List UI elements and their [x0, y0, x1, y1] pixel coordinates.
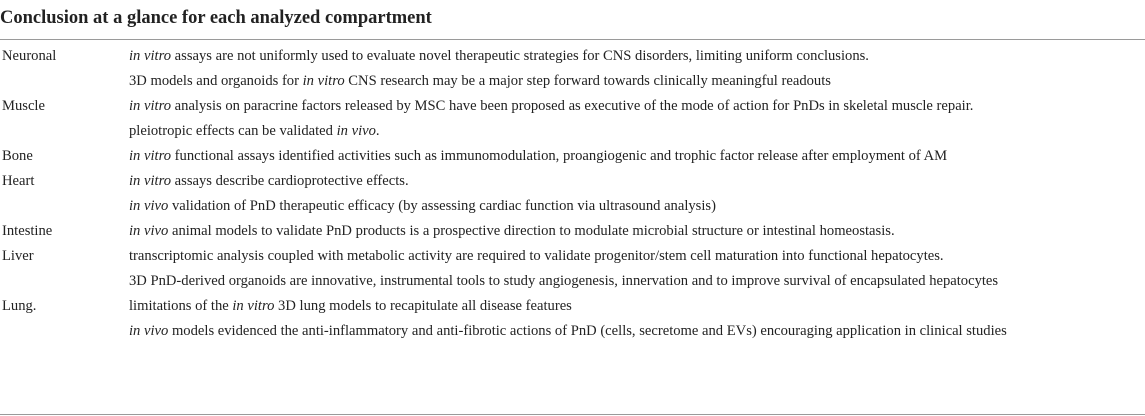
- conclusion-cell: [129, 269, 1007, 294]
- compartment-cell: Neuronal: [2, 48, 57, 64]
- italic-term: in vitro: [129, 98, 172, 114]
- conclusion-text: CNS research may be a major step forward towards clinically meaningful readouts: [344, 73, 831, 89]
- italic-term: in vitro: [129, 173, 172, 189]
- compartment-cell: [0, 319, 129, 344]
- conclusion-text: 3D models and organoids for: [129, 73, 303, 89]
- conclusion-cell: [129, 244, 1007, 269]
- table-row: [0, 44, 1007, 69]
- conclusion-text: functional assays identified activities such as immunomodulation, proangiogenic and trophic factor release after employment of AM: [171, 148, 948, 164]
- conclusion-text: pleiotropic effects can be validated: [129, 123, 337, 139]
- italic-term: in vivo: [129, 323, 169, 339]
- italic-term: in vivo: [129, 198, 169, 214]
- conclusion-text: animal models to validate PnD products is a prospective direction to modulate microbial structure or intestinal homeostasis.: [168, 223, 895, 239]
- table-row: [0, 219, 1007, 244]
- italic-term: in vivo: [336, 123, 376, 139]
- conclusion-text: 3D PnD-derived organoids are innovative, instrumental tools to study angiogenesis, innervation and to improve survival of encapsulated hepatocytes: [129, 273, 999, 289]
- compartment-cell: Muscle: [2, 98, 45, 114]
- table-row: [0, 294, 1007, 319]
- italic-term: in vitro: [129, 148, 172, 164]
- compartment-cell: Liver: [2, 248, 34, 264]
- table-row: [0, 69, 1007, 94]
- conclusion-cell: [129, 294, 1007, 319]
- compartment-cell: [0, 269, 129, 294]
- compartment-cell: [0, 194, 129, 219]
- table-row: [0, 194, 1007, 219]
- italic-term: in vivo: [129, 223, 169, 239]
- table-row: [0, 144, 1007, 169]
- compartment-cell: [0, 69, 129, 94]
- conclusion-text: .: [375, 123, 380, 139]
- conclusion-cell: [129, 44, 1007, 69]
- table-body: [0, 44, 1007, 344]
- conclusion-text: 3D lung models to recapitulate all disease features: [274, 298, 572, 314]
- conclusion-text: assays describe cardioprotective effects.: [171, 173, 409, 189]
- conclusion-text: validation of PnD therapeutic efficacy (by assessing cardiac function via ultrasound analysis): [168, 198, 716, 214]
- conclusion-cell: [129, 169, 1007, 194]
- table-row: [0, 269, 1007, 294]
- conclusion-cell: [129, 219, 1007, 244]
- table-row: [0, 94, 1007, 119]
- table-row: [0, 319, 1007, 344]
- bottom-rule: [0, 414, 1145, 415]
- italic-term: in vitro: [129, 48, 172, 64]
- conclusion-cell: [129, 119, 1007, 144]
- conclusion-cell: [129, 144, 1007, 169]
- table-row: [0, 169, 1007, 194]
- compartment-cell: [0, 119, 129, 144]
- conclusion-text: assays are not uniformly used to evaluate novel therapeutic strategies for CNS disorders, limiting uniform conclusions.: [171, 48, 869, 64]
- conclusion-cell: [129, 319, 1007, 344]
- italic-term: in vitro: [302, 73, 345, 89]
- conclusions-table: [0, 44, 1007, 344]
- table-row: [0, 119, 1007, 144]
- conclusion-text: limitations of the: [129, 298, 233, 314]
- compartment-cell: Bone: [2, 148, 33, 164]
- top-rule: [0, 39, 1145, 40]
- conclusion-text: analysis on paracrine factors released by MSC have been proposed as executive of the mode of action for PnDs in skeletal muscle repair.: [171, 98, 974, 114]
- conclusion-cell: [129, 94, 1007, 119]
- compartment-cell: Intestine: [2, 223, 53, 239]
- conclusion-text: transcriptomic analysis coupled with metabolic activity are required to validate progenitor/stem cell maturation into functional hepatocytes.: [129, 248, 944, 264]
- table-row: [0, 244, 1007, 269]
- conclusion-cell: [129, 69, 1007, 94]
- conclusion-cell: [129, 194, 1007, 219]
- compartment-cell: Heart: [2, 173, 35, 189]
- compartment-cell: Lung.: [2, 298, 37, 314]
- conclusion-text: models evidenced the anti-inflammatory and anti-fibrotic actions of PnD (cells, secretome and EVs) encouraging application in clinical studies: [168, 323, 1007, 339]
- table-title: Conclusion at a glance for each analyzed compartment: [0, 8, 432, 28]
- italic-term: in vitro: [232, 298, 275, 314]
